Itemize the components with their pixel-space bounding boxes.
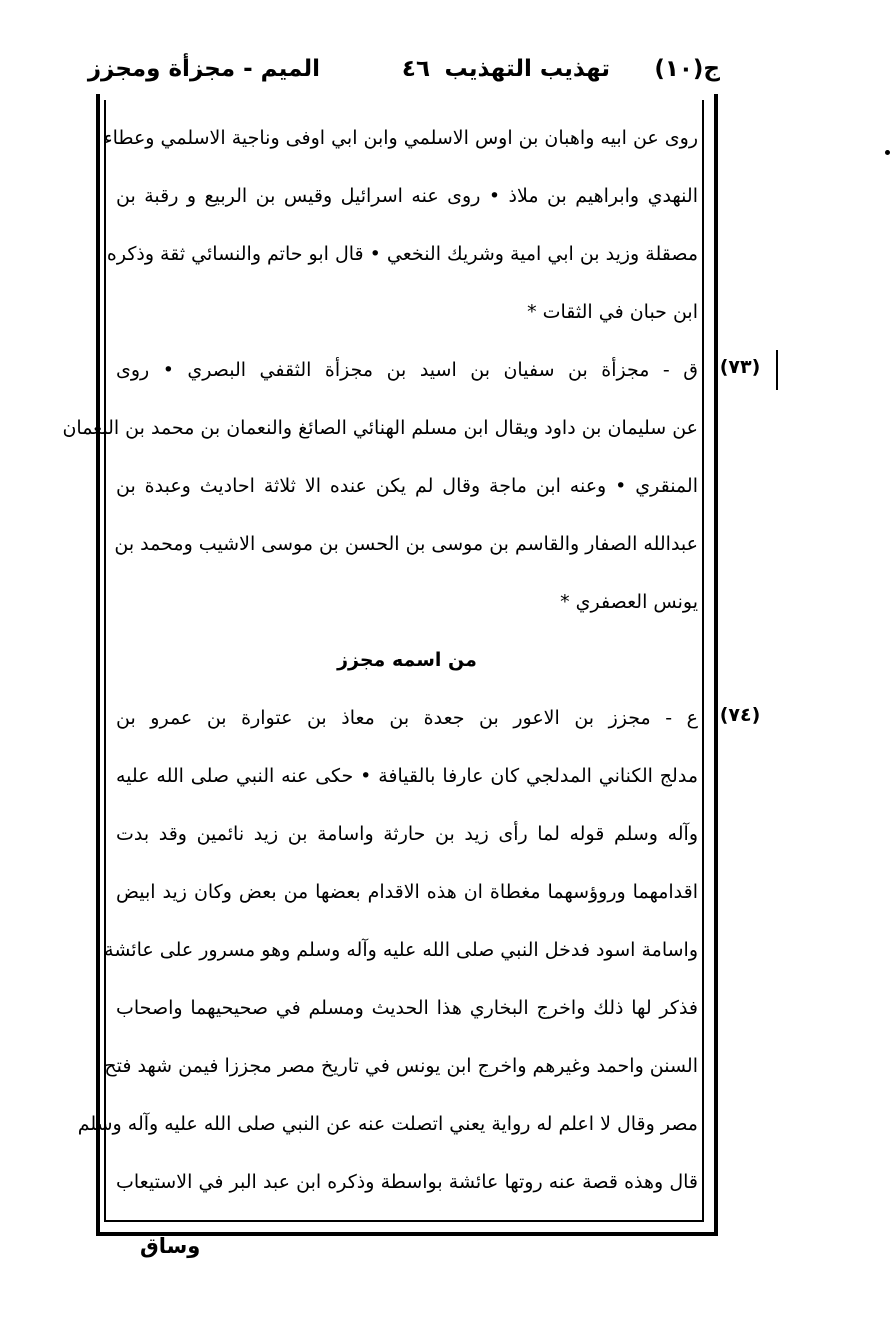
text-line-4: ابن حبان في الثقات * [527,301,698,323]
text-line-1: روى عن ابيه واهبان بن اوس الاسلمي وابن ابي اوفى وناجية الاسلمي وعطاء [103,127,698,149]
text-line-16: فذكر لها ذلك واخرج البخاري هذا الحديث ومسلم في صحيحيهما واصحاب [116,997,698,1019]
section-heading: من اسمه مجزز [337,649,477,671]
section-title: الميم - مجزأة ومجزز [87,56,320,82]
catchword: وساق [140,1234,201,1258]
text-line-15: واسامة اسود فدخل النبي صلى الله عليه وآله وسلم وهو مسرور على عائشة [104,939,698,961]
volume-number: ج(١٠) [654,56,720,82]
text-line-13: وآله وسلم قوله لما رأى زيد بن حارثة واسامة بن زيد نائمين وقد بدت [116,823,698,845]
entry-number-74: (٧٤) [719,704,761,726]
margin-dot [885,150,890,155]
text-line-6: عن سليمان بن داود ويقال ابن مسلم الهنائي الصائغ والنعمان بن محمد بن النعمان [62,417,698,439]
text-line-18: مصر وقال لا اعلم له رواية يعني اتصلت عنه عن النبي صلى الله عليه وآله وسلم [77,1113,698,1135]
text-line-8: عبدالله الصفار والقاسم بن موسى بن الحسن بن موسى الاشيب ومحمد بن [114,533,698,555]
text-line-9: يونس العصفري * [560,591,698,613]
text-line-3: مصقلة وزيد بن ابي امية وشريك النخعي • قال ابو حاتم والنسائي ثقة وذكره [106,243,698,265]
running-header [87,52,720,94]
book-title: تهذيب التهذيب [444,56,610,82]
text-line-11: ع - مجزز بن الاعور بن جعدة بن معاذ بن عتوارة بن عمرو بن [116,707,698,729]
text-line-19: قال وهذه قصة عنه روتها عائشة بواسطة وذكره ابن عبد البر في الاستيعاب [116,1171,698,1193]
page-number: ٤٦ [401,56,430,82]
entry-number-73: (٧٣) [719,356,761,378]
text-line-7: المنقري • وعنه ابن ماجة وقال لم يكن عنده الا ثلاثة احاديث وعبدة بن [116,475,698,497]
text-line-17: السنن واحمد وغيرهم واخرج ابن يونس في تاريخ مصر مجززا فيمن شهد فتح [104,1055,698,1077]
text-line-2: النهدي وابراهيم بن ملاذ • روى عنه اسرائيل وقيس بن الربيع و رقبة بن [116,185,698,207]
text-line-5: ق - مجزأة بن سفيان بن اسيد بن مجزأة الثقفي البصري • روى [116,359,698,381]
text-line-12: مدلج الكناني المدلجي كان عارفا بالقيافة • حكى عنه النبي صلى الله عليه [116,765,698,787]
text-line-14: اقدامهما وروؤسهما مغطاة ان هذه الاقدام بعضها من بعض وكان زيد ابيض [116,881,698,903]
